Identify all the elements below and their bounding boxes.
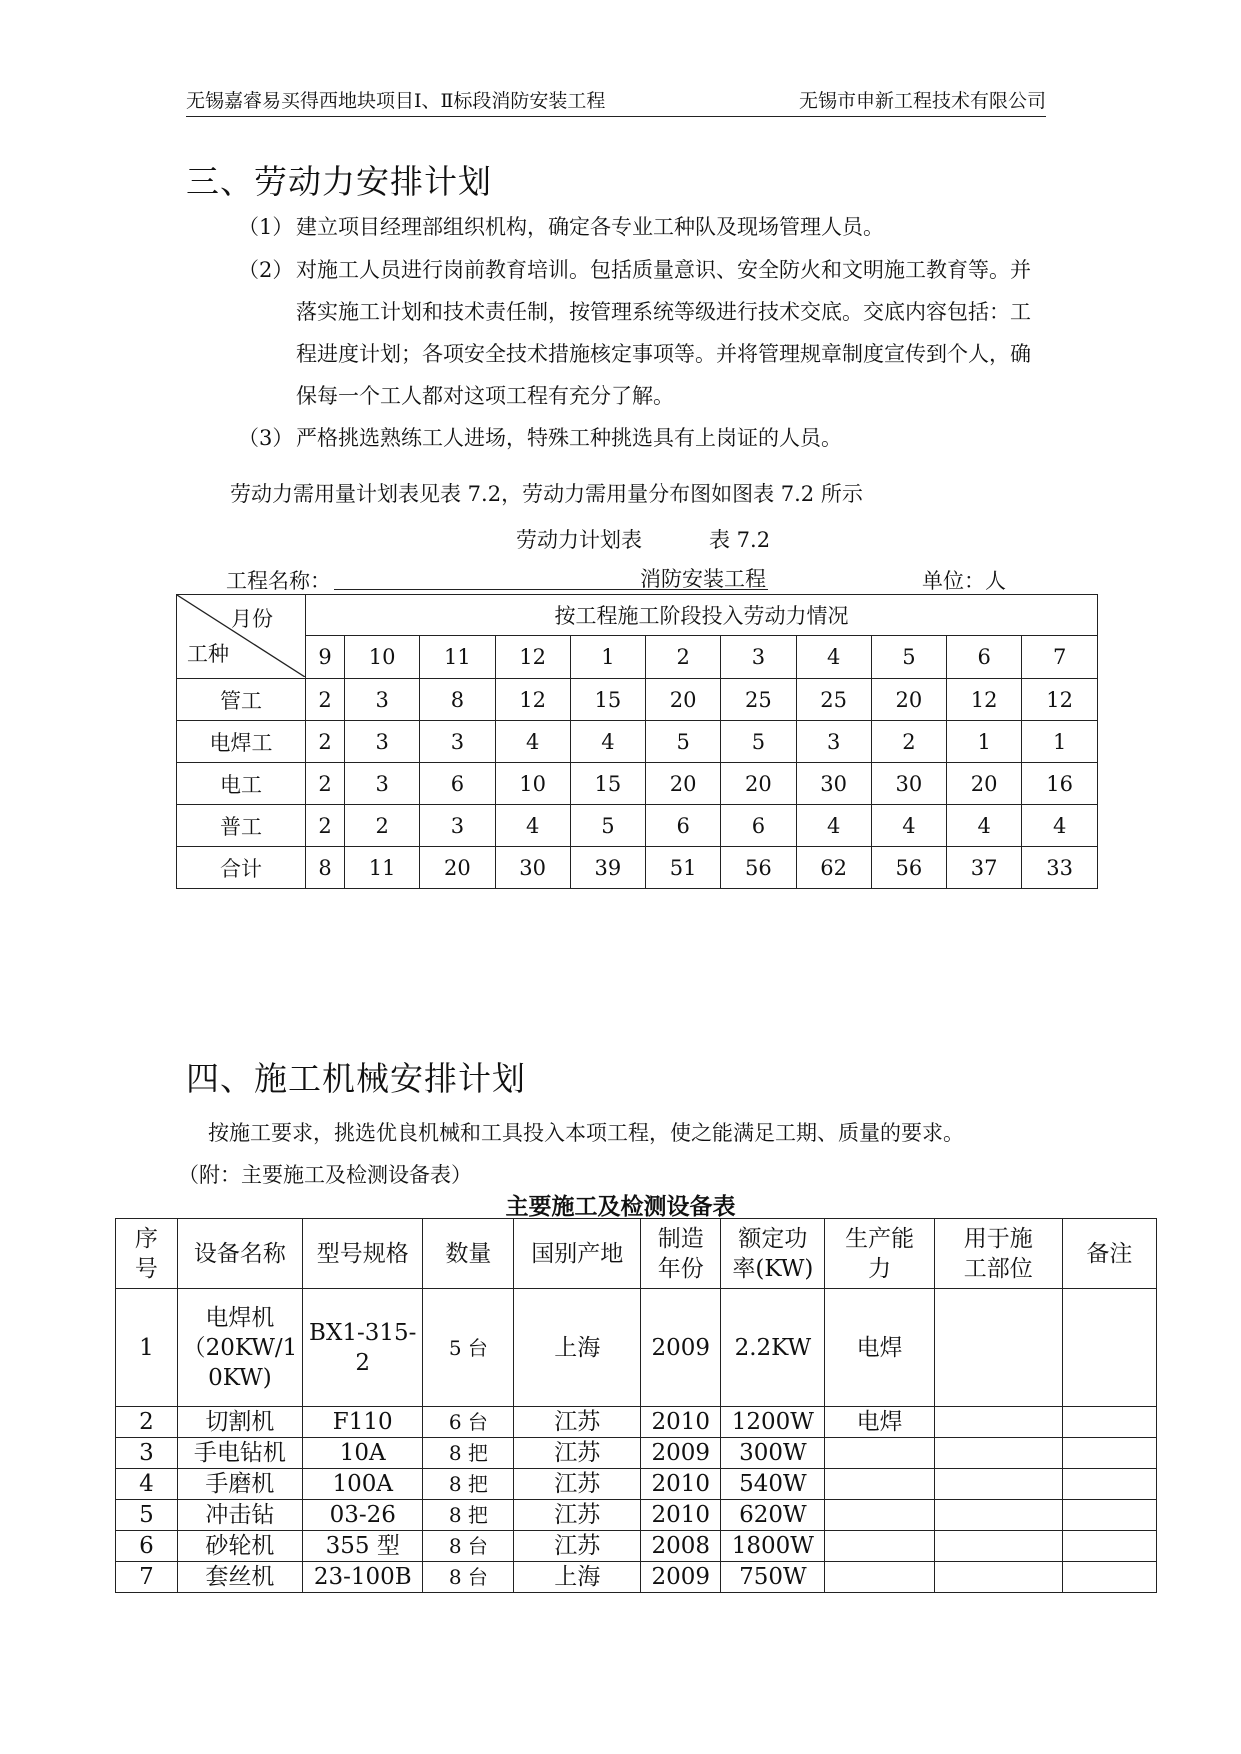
equipment-name-cell xyxy=(177,1562,302,1593)
item2-number: （2） xyxy=(238,258,294,282)
cell-line: BX1-315- xyxy=(309,1319,417,1346)
item1-number: （1） xyxy=(238,215,294,239)
labor-value-cell: 3 xyxy=(345,721,420,763)
equipment-remark-cell xyxy=(1062,1438,1156,1469)
trade-label-cell: 普工 xyxy=(177,805,306,847)
labor-value-cell: 8 xyxy=(420,679,495,721)
equipment-no-cell: 6 xyxy=(116,1531,178,1562)
equipment-qty-cell: 5 台 xyxy=(423,1289,514,1407)
equipment-year-cell: 2009 xyxy=(641,1438,721,1469)
item2-line4: 保每一个工人都对这项工程有充分了解。 xyxy=(296,384,674,408)
equipment-model-cell xyxy=(303,1469,423,1500)
equipment-origin-cell: 江苏 xyxy=(514,1531,641,1562)
labor-value-cell: 20 xyxy=(871,679,946,721)
equipment-capacity-cell xyxy=(825,1531,934,1562)
month-header-cell: 6 xyxy=(947,636,1022,679)
cell-line: 冲击钻 xyxy=(205,1502,275,1528)
origin-header xyxy=(514,1219,641,1289)
labor-value-cell: 25 xyxy=(721,679,796,721)
equipment-row xyxy=(116,1469,1157,1500)
equipment-table-title: 主要施工及检测设备表 xyxy=(505,1194,736,1220)
header-line: 备注 xyxy=(1086,1240,1133,1267)
equipment-name-cell xyxy=(177,1531,302,1562)
cell-line: 0KW) xyxy=(208,1364,272,1391)
labor-value-cell: 2 xyxy=(871,721,946,763)
trade-label-cell: 电工 xyxy=(177,763,306,805)
equipment-qty-cell: 8 把 xyxy=(423,1438,514,1469)
equipment-model-cell xyxy=(303,1289,423,1407)
header-line: 用于施 xyxy=(963,1225,1033,1252)
header-line: 序 xyxy=(134,1225,158,1252)
equipment-model-cell xyxy=(303,1500,423,1531)
labor-value-cell: 39 xyxy=(570,847,645,889)
labor-value-cell: 51 xyxy=(646,847,721,889)
header-line: 号 xyxy=(134,1255,158,1282)
equipment-power-cell: 2.2KW xyxy=(721,1289,825,1407)
header-line: 力 xyxy=(868,1255,892,1282)
equipment-origin-cell: 江苏 xyxy=(514,1407,641,1438)
equipment-remark-cell xyxy=(1062,1469,1156,1500)
equipment-no-cell: 7 xyxy=(116,1562,178,1593)
labor-note: 劳动力需用量计划表见表 7.2，劳动力需用量分布图如图表 7.2 所示 xyxy=(230,482,863,506)
month-header-cell: 10 xyxy=(345,636,420,679)
equipment-location-cell xyxy=(934,1289,1062,1407)
header-line: 生产能 xyxy=(845,1225,915,1252)
labor-table-title: 劳动力计划表 xyxy=(516,528,642,552)
name-header xyxy=(177,1219,302,1289)
equipment-remark-cell xyxy=(1062,1562,1156,1593)
section4-title: 四、施工机械安排计划 xyxy=(186,1059,526,1098)
labor-value-cell: 1 xyxy=(1022,721,1098,763)
labor-value-cell: 12 xyxy=(1022,679,1098,721)
equipment-name-cell xyxy=(177,1469,302,1500)
labor-value-cell: 4 xyxy=(796,805,871,847)
year-header xyxy=(641,1219,721,1289)
labor-value-cell: 1 xyxy=(947,721,1022,763)
equipment-row xyxy=(116,1438,1157,1469)
corner-month-label: 月份 xyxy=(231,607,273,631)
labor-row xyxy=(177,847,1098,889)
labor-value-cell: 3 xyxy=(420,805,495,847)
month-header-cell: 12 xyxy=(495,636,570,679)
equipment-model-cell xyxy=(303,1531,423,1562)
equipment-location-cell xyxy=(934,1531,1062,1562)
trade-label-cell: 管工 xyxy=(177,679,306,721)
table-corner-cell xyxy=(177,595,306,679)
cell-line: 100A xyxy=(332,1471,393,1497)
cell-line: 手电钻机 xyxy=(193,1440,286,1466)
remark-header xyxy=(1062,1219,1156,1289)
labor-value-cell: 2 xyxy=(306,805,345,847)
item1-line1: 建立项目经理部组织机构，确定各专业工种队及现场管理人员。 xyxy=(296,215,884,239)
equipment-location-cell xyxy=(934,1500,1062,1531)
equipment-origin-cell: 江苏 xyxy=(514,1469,641,1500)
labor-value-cell: 25 xyxy=(796,679,871,721)
equipment-model-cell xyxy=(303,1407,423,1438)
equipment-power-cell: 300W xyxy=(721,1438,825,1469)
section3-title: 三、劳动力安排计划 xyxy=(186,162,492,201)
labor-value-cell: 16 xyxy=(1022,763,1098,805)
header-line: 国别产地 xyxy=(531,1240,624,1267)
equipment-qty-cell: 8 台 xyxy=(423,1531,514,1562)
equipment-remark-cell xyxy=(1062,1407,1156,1438)
labor-value-cell: 2 xyxy=(306,763,345,805)
equipment-power-cell: 1200W xyxy=(721,1407,825,1438)
header-line: 型号规格 xyxy=(316,1240,409,1267)
corner-trade-label: 工种 xyxy=(187,642,229,666)
labor-value-cell: 30 xyxy=(495,847,570,889)
equipment-remark-cell xyxy=(1062,1500,1156,1531)
labor-value-cell: 4 xyxy=(570,721,645,763)
equipment-origin-cell: 上海 xyxy=(514,1562,641,1593)
equipment-row xyxy=(116,1407,1157,1438)
labor-value-cell: 30 xyxy=(871,763,946,805)
header-line: 设备名称 xyxy=(193,1240,286,1267)
labor-value-cell: 20 xyxy=(646,679,721,721)
cell-line: 手磨机 xyxy=(205,1471,275,1497)
header-right: 无锡市申新工程技术有限公司 xyxy=(798,90,1046,112)
equipment-name-cell xyxy=(177,1289,302,1407)
equipment-capacity-cell: 电焊 xyxy=(825,1407,934,1438)
labor-value-cell: 2 xyxy=(345,805,420,847)
project-label: 工程名称： xyxy=(226,569,331,593)
item2-line2: 落实施工计划和技术责任制，按管理系统等级进行技术交底。交底内容包括：工 xyxy=(296,300,1031,324)
equipment-no-cell: 3 xyxy=(116,1438,178,1469)
header-line: 率(KW) xyxy=(732,1255,814,1282)
equipment-name-cell xyxy=(177,1500,302,1531)
labor-value-cell: 20 xyxy=(721,763,796,805)
labor-value-cell: 2 xyxy=(306,721,345,763)
header-line: 年份 xyxy=(657,1255,704,1282)
labor-value-cell: 5 xyxy=(646,721,721,763)
equipment-name-cell xyxy=(177,1438,302,1469)
equipment-model-cell xyxy=(303,1562,423,1593)
capacity-header xyxy=(825,1219,934,1289)
labor-value-cell: 3 xyxy=(345,679,420,721)
labor-value-cell: 4 xyxy=(871,805,946,847)
labor-value-cell: 3 xyxy=(796,721,871,763)
header-line: 制造 xyxy=(657,1225,704,1252)
equipment-capacity-cell xyxy=(825,1438,934,1469)
labor-value-cell: 6 xyxy=(646,805,721,847)
labor-row xyxy=(177,805,1098,847)
section4-paragraph: 按施工要求，挑选优良机械和工具投入本项工程，使之能满足工期、质量的要求。 xyxy=(208,1121,964,1145)
cell-line: 10A xyxy=(339,1440,386,1466)
section4-note: （附：主要施工及检测设备表） xyxy=(178,1163,472,1187)
labor-value-cell: 62 xyxy=(796,847,871,889)
labor-value-cell: 6 xyxy=(721,805,796,847)
equipment-location-cell xyxy=(934,1469,1062,1500)
equipment-no-cell: 4 xyxy=(116,1469,178,1500)
cell-line: 355 型 xyxy=(325,1533,400,1559)
equipment-year-cell: 2008 xyxy=(641,1531,721,1562)
labor-value-cell: 3 xyxy=(345,763,420,805)
month-header-cell: 5 xyxy=(871,636,946,679)
labor-value-cell: 4 xyxy=(1022,805,1098,847)
header-line: 工部位 xyxy=(963,1255,1033,1282)
labor-value-cell: 15 xyxy=(570,679,645,721)
equipment-row xyxy=(116,1562,1157,1593)
labor-value-cell: 37 xyxy=(947,847,1022,889)
item2-line3: 程进度计划；各项安全技术措施核定事项等。并将管理规章制度宣传到个人，确 xyxy=(296,342,1031,366)
labor-value-cell: 8 xyxy=(306,847,345,889)
equipment-capacity-cell xyxy=(825,1562,934,1593)
labor-row xyxy=(177,721,1098,763)
labor-value-cell: 4 xyxy=(495,805,570,847)
equipment-table xyxy=(115,1218,1157,1593)
cell-line: 电焊机 xyxy=(205,1304,275,1331)
header-line: 数量 xyxy=(445,1240,492,1267)
equipment-origin-cell: 上海 xyxy=(514,1289,641,1407)
cell-line: F110 xyxy=(332,1409,393,1435)
labor-row xyxy=(177,763,1098,805)
labor-table xyxy=(176,594,1098,889)
labor-value-cell: 4 xyxy=(947,805,1022,847)
month-header-cell: 4 xyxy=(796,636,871,679)
equipment-capacity-cell xyxy=(825,1500,934,1531)
labor-value-cell: 56 xyxy=(721,847,796,889)
header-rule xyxy=(186,116,1046,117)
equipment-year-cell: 2010 xyxy=(641,1469,721,1500)
equipment-power-cell: 540W xyxy=(721,1469,825,1500)
item3-line1: 严格挑选熟练工人进场，特殊工种挑选具有上岗证的人员。 xyxy=(296,426,842,450)
labor-value-cell: 33 xyxy=(1022,847,1098,889)
labor-value-cell: 11 xyxy=(345,847,420,889)
item3-number: （3） xyxy=(238,426,294,450)
labor-value-cell: 2 xyxy=(306,679,345,721)
equipment-location-cell xyxy=(934,1407,1062,1438)
model-header xyxy=(303,1219,423,1289)
header-line: 额定功 xyxy=(738,1225,808,1252)
equipment-year-cell: 2009 xyxy=(641,1289,721,1407)
equipment-location-cell xyxy=(934,1438,1062,1469)
labor-value-cell: 30 xyxy=(796,763,871,805)
labor-value-cell: 15 xyxy=(570,763,645,805)
labor-value-cell: 3 xyxy=(420,721,495,763)
month-header-cell: 3 xyxy=(721,636,796,679)
equipment-capacity-cell xyxy=(825,1469,934,1500)
trade-label-cell: 合计 xyxy=(177,847,306,889)
cell-line: 切割机 xyxy=(205,1409,275,1435)
labor-value-cell: 20 xyxy=(947,763,1022,805)
equipment-year-cell: 2010 xyxy=(641,1407,721,1438)
unit-label: 单位：人 xyxy=(922,569,1006,593)
equipment-qty-cell: 6 台 xyxy=(423,1407,514,1438)
month-header-cell: 2 xyxy=(646,636,721,679)
month-header-cell: 11 xyxy=(420,636,495,679)
labor-value-cell: 6 xyxy=(420,763,495,805)
equipment-remark-cell xyxy=(1062,1289,1156,1407)
equipment-year-cell: 2010 xyxy=(641,1500,721,1531)
equipment-no-cell: 2 xyxy=(116,1407,178,1438)
cell-line: （20KW/1 xyxy=(182,1334,298,1361)
month-header-row xyxy=(177,636,1098,679)
equipment-qty-cell: 8 把 xyxy=(423,1469,514,1500)
trade-label-cell: 电焊工 xyxy=(177,721,306,763)
project-name: 消防安装工程 xyxy=(640,567,766,591)
month-header-cell: 7 xyxy=(1022,636,1098,679)
labor-value-cell: 10 xyxy=(495,763,570,805)
cell-line: 2 xyxy=(355,1349,371,1376)
labor-value-cell: 56 xyxy=(871,847,946,889)
equipment-qty-cell: 8 把 xyxy=(423,1500,514,1531)
labor-value-cell: 4 xyxy=(495,721,570,763)
equipment-model-cell xyxy=(303,1438,423,1469)
equipment-row xyxy=(116,1531,1157,1562)
equipment-no-cell: 1 xyxy=(116,1289,178,1407)
equipment-capacity-cell: 电焊 xyxy=(825,1289,934,1407)
item2-line1: 对施工人员进行岗前教育培训。包括质量意识、安全防火和文明施工教育等。并 xyxy=(296,258,1031,282)
labor-row xyxy=(177,679,1098,721)
equipment-location-cell xyxy=(934,1562,1062,1593)
equipment-origin-cell: 江苏 xyxy=(514,1438,641,1469)
labor-value-cell: 12 xyxy=(495,679,570,721)
qty-header xyxy=(423,1219,514,1289)
equipment-year-cell: 2009 xyxy=(641,1562,721,1593)
cell-line: 砂轮机 xyxy=(205,1533,275,1559)
equipment-remark-cell xyxy=(1062,1531,1156,1562)
cell-line: 03-26 xyxy=(329,1502,396,1528)
equipment-header-row xyxy=(116,1219,1157,1289)
location-header xyxy=(934,1219,1062,1289)
equipment-power-cell: 750W xyxy=(721,1562,825,1593)
labor-value-cell: 12 xyxy=(947,679,1022,721)
equipment-qty-cell: 8 台 xyxy=(423,1562,514,1593)
equipment-power-cell: 620W xyxy=(721,1500,825,1531)
labor-value-cell: 20 xyxy=(646,763,721,805)
labor-table-number: 表 7.2 xyxy=(709,528,771,552)
labor-value-cell: 20 xyxy=(420,847,495,889)
equipment-row xyxy=(116,1500,1157,1531)
equipment-no-cell: 5 xyxy=(116,1500,178,1531)
cell-line: 套丝机 xyxy=(205,1564,275,1590)
power-header xyxy=(721,1219,825,1289)
equipment-power-cell: 1800W xyxy=(721,1531,825,1562)
group-header: 按工程施工阶段投入劳动力情况 xyxy=(306,595,1098,636)
month-header-cell: 9 xyxy=(306,636,345,679)
labor-value-cell: 5 xyxy=(721,721,796,763)
equipment-name-cell xyxy=(177,1407,302,1438)
header-left: 无锡嘉睿易买得西地块项目Ⅰ、Ⅱ标段消防安装工程 xyxy=(186,90,606,112)
equipment-origin-cell: 江苏 xyxy=(514,1500,641,1531)
month-header-cell: 1 xyxy=(570,636,645,679)
equipment-row xyxy=(116,1289,1157,1407)
serial-header xyxy=(116,1219,178,1289)
labor-value-cell: 5 xyxy=(570,805,645,847)
cell-line: 23-100B xyxy=(313,1564,412,1590)
